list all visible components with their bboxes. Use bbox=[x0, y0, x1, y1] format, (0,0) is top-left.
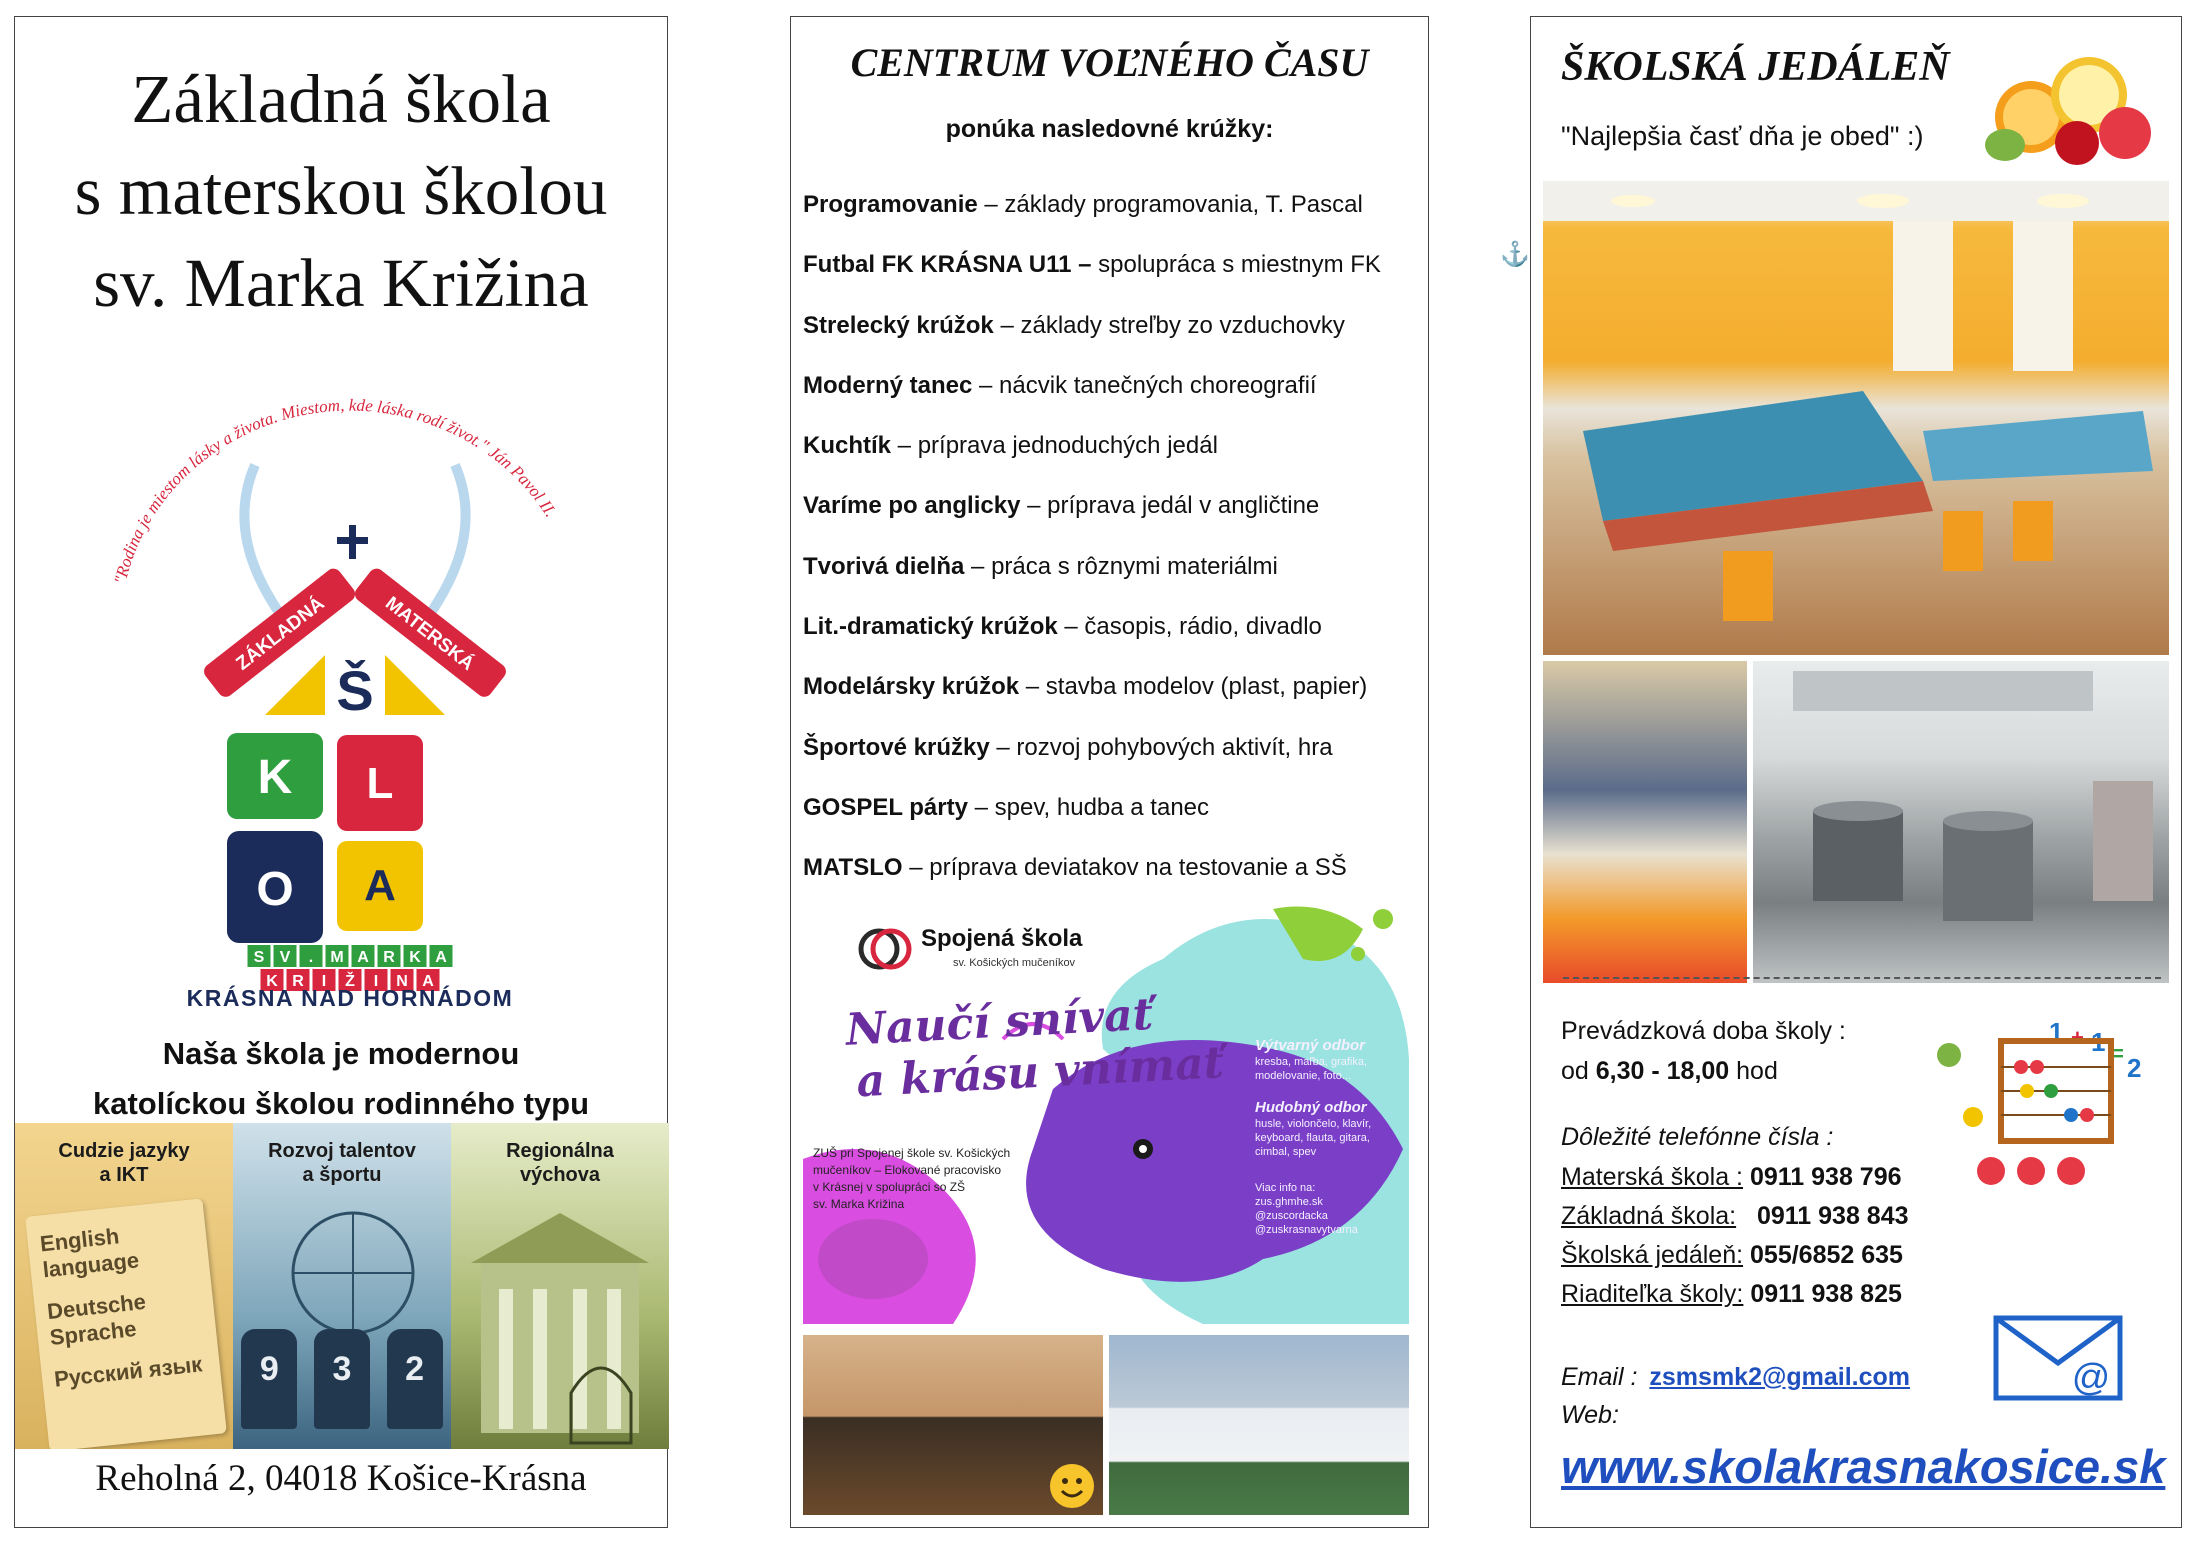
club-list bbox=[803, 175, 1420, 899]
tile-label-line: Rozvoj talentov bbox=[268, 1140, 416, 1162]
club-item bbox=[803, 838, 1420, 898]
club-description: – príprava deviatakov na testovanie a SŠ bbox=[902, 854, 1347, 882]
music-department-title: Hudobný odbor bbox=[1255, 1099, 1367, 1116]
school-panel bbox=[14, 16, 668, 1528]
abacus-icon bbox=[1931, 1011, 2151, 1191]
divider bbox=[1563, 977, 2161, 979]
building-icon bbox=[451, 1193, 669, 1449]
hours-suffix: hod bbox=[1729, 1057, 1778, 1085]
motto-line: Naša škola je modernou bbox=[162, 1036, 520, 1071]
club-item bbox=[803, 356, 1420, 416]
phone-number[interactable]: 055/6852 635 bbox=[1750, 1241, 1903, 1269]
club-item bbox=[803, 296, 1420, 356]
sum-digit: 2 bbox=[2127, 1053, 2142, 1083]
art-department-title: Výtvarný odbor bbox=[1255, 1037, 1366, 1054]
flyer-body bbox=[813, 1145, 1010, 1213]
logo-place: KRÁSNA NAD HORNÁDOM bbox=[186, 985, 514, 1011]
tile-label-line: Cudzie jazyky bbox=[58, 1140, 190, 1162]
football-team-photo bbox=[1109, 1335, 1409, 1515]
club-item bbox=[803, 778, 1420, 838]
flyer-body-line: mučeníkov – Elokované pracovisko bbox=[813, 1163, 1002, 1177]
buffet-photo bbox=[1543, 661, 1747, 983]
logo-quote-text: "Rodina je miestom lásky a života. Miestom, kde láska rodí život." Ján Pavol II. bbox=[110, 395, 561, 586]
title-line: Základná škola bbox=[131, 61, 551, 137]
roof-triangle-right bbox=[385, 655, 445, 715]
tile-label bbox=[451, 1139, 669, 1187]
school-address: Reholná 2, 04018 Košice-Krásna bbox=[95, 1458, 587, 1499]
dining-hall-illustration bbox=[1543, 181, 2169, 655]
activity-photos bbox=[803, 1335, 1409, 1515]
logo-name-letter: K bbox=[409, 949, 421, 966]
club-name: Športové krúžky bbox=[803, 733, 990, 761]
club-description: – základy streľby zo vzduchovky bbox=[993, 311, 1345, 339]
logo-name-letter: A bbox=[357, 949, 369, 966]
club-item bbox=[803, 476, 1420, 536]
motto-line: katolíckou školou rodinného typu bbox=[92, 1086, 590, 1121]
fruit-icon bbox=[1981, 43, 2161, 171]
club-item bbox=[803, 537, 1420, 597]
club-name: Kuchtík bbox=[803, 432, 892, 460]
logo-name-letter: I bbox=[373, 973, 379, 990]
club-item bbox=[803, 718, 1420, 778]
club-description: – základy programovania, T. Pascal bbox=[977, 191, 1363, 218]
school-motto bbox=[15, 1029, 667, 1129]
logo-name-letter: A bbox=[422, 973, 434, 990]
flyer-body-line: ZUŠ pri Spojenej škole sv. Košických bbox=[813, 1146, 1011, 1160]
language-item: Русский язык bbox=[52, 1351, 204, 1392]
flyer-body-line: sv. Marka Križina bbox=[813, 1197, 905, 1211]
roof-left bbox=[201, 565, 358, 700]
headline-line: Naučí snívať bbox=[844, 988, 1155, 1056]
info-line: @zuscordacka bbox=[1255, 1210, 1328, 1222]
tile-regional bbox=[451, 1123, 669, 1449]
club-item bbox=[803, 597, 1420, 657]
music-department-line: keyboard, flauta, gitara, bbox=[1255, 1132, 1370, 1144]
email-row bbox=[1561, 1363, 1910, 1392]
roof-right bbox=[352, 565, 509, 700]
org-subtitle: sv. Košických mučeníkov bbox=[953, 957, 1076, 969]
club-description: spolupráca s miestnym FK bbox=[1091, 251, 1381, 279]
logo-name-letter: R bbox=[292, 973, 304, 990]
tile-sports bbox=[233, 1123, 451, 1449]
club-item bbox=[803, 235, 1420, 295]
tile-label-line: výchova bbox=[519, 1164, 601, 1186]
tile-label-line: a športu bbox=[302, 1164, 382, 1186]
thumbs-up-emoji-icon bbox=[1047, 1461, 1097, 1511]
anchor-icon: ⚓ bbox=[1500, 241, 1530, 268]
info-line: zus.ghmhe.sk bbox=[1255, 1196, 1323, 1208]
roof-right-label: MATERSKÁ bbox=[381, 592, 478, 675]
phones-title: Dôležité telefónne čísla : bbox=[1561, 1123, 1834, 1151]
jersey: 2 bbox=[387, 1329, 443, 1429]
logo-name-letter: N bbox=[396, 973, 408, 990]
kitchen-photo bbox=[1753, 661, 2169, 983]
club-description: – rozvoj pohybových aktivít, hra bbox=[989, 733, 1333, 761]
art-department-line: kresba, maľba, grafika, bbox=[1255, 1056, 1368, 1068]
svg-text:@: @ bbox=[2071, 1357, 2111, 1399]
logo-name-letter: A bbox=[435, 949, 447, 966]
roof-triangle-left bbox=[265, 655, 325, 715]
logo-letter-o: O bbox=[256, 863, 294, 916]
website-link[interactable]: www.skolakrasnakosice.sk bbox=[1561, 1440, 2166, 1493]
logo-letter-a: A bbox=[364, 861, 396, 910]
language-item: Deutsche Sprache bbox=[45, 1288, 147, 1350]
email-envelope-icon bbox=[1993, 1315, 2123, 1401]
dining-title: ŠKOLSKÁ JEDÁLEŇ bbox=[1561, 44, 1950, 90]
club-item bbox=[803, 175, 1420, 235]
logo-name-letter: S bbox=[253, 949, 265, 966]
logo-name-letter: R bbox=[383, 949, 395, 966]
phone-row bbox=[1561, 1202, 1909, 1231]
club-description: – príprava jedál v angličtine bbox=[1020, 492, 1320, 520]
sum-digit: 1 bbox=[2049, 1017, 2064, 1047]
club-description: – príprava jednoduchých jedál bbox=[891, 432, 1218, 460]
club-name: Modelársky krúžok bbox=[803, 673, 1020, 701]
sum-digit: 1 bbox=[2091, 1027, 2106, 1057]
web-label: Web: bbox=[1561, 1401, 1619, 1429]
logo-name-letter: M bbox=[330, 949, 344, 966]
club-name: Moderný tanec bbox=[803, 371, 973, 399]
logo-name-letter: V bbox=[279, 949, 291, 966]
club-description: – práca s rôznymi materiálmi bbox=[964, 552, 1278, 580]
logo-name-letter: K bbox=[266, 973, 278, 990]
title-line: s materskou školou bbox=[74, 153, 608, 229]
hours-range: 6,30 - 18,00 bbox=[1595, 1057, 1730, 1085]
dining-hall-photo bbox=[1543, 181, 2169, 655]
phone-row bbox=[1561, 1280, 1902, 1309]
kitchen-illustration bbox=[1753, 661, 2169, 983]
roof-left-label: ZÁKLADNÁ bbox=[232, 593, 329, 675]
flyer-departments bbox=[1255, 1039, 1405, 1237]
leisure-center-panel bbox=[790, 16, 1429, 1528]
dining-quote: "Najlepšia časť dňa je obed" :) bbox=[1561, 121, 1924, 151]
phone-row bbox=[1561, 1163, 1902, 1192]
logo-name-letter: . bbox=[308, 949, 314, 966]
art-school-flyer bbox=[803, 899, 1409, 1324]
music-department-line: husle, violončelo, klavír, bbox=[1255, 1118, 1372, 1130]
logo-letter-s: Š bbox=[336, 659, 374, 722]
club-name: Varíme po anglicky bbox=[803, 492, 1021, 520]
flyer-headline bbox=[845, 985, 1226, 1109]
hours-label: Prevádzková doba školy : bbox=[1561, 1017, 1846, 1045]
hours-prefix: od bbox=[1561, 1057, 1596, 1085]
club-description: – nácvik tanečných choreografií bbox=[972, 371, 1317, 399]
club-description: – stavba modelov (plast, papier) bbox=[1019, 673, 1368, 701]
club-name: MATSLO bbox=[803, 854, 903, 882]
music-department-line: cimbal, spev bbox=[1255, 1146, 1317, 1158]
sum-plus: + bbox=[2071, 1025, 2084, 1050]
phone-label: Školská jedáleň: bbox=[1561, 1241, 1744, 1269]
dance-photo bbox=[803, 1335, 1103, 1515]
dining-panel bbox=[1530, 16, 2182, 1528]
org-logo-icon bbox=[855, 919, 915, 979]
club-item bbox=[803, 657, 1420, 717]
club-description: – spev, hudba a tanec bbox=[967, 793, 1210, 821]
tile-label-line: a IKT bbox=[99, 1164, 149, 1186]
phone-label: Základná škola: bbox=[1561, 1202, 1737, 1230]
school-logo bbox=[75, 335, 615, 1015]
leisure-center-title: CENTRUM VOĽNÉHO ČASU bbox=[850, 40, 1369, 85]
flyer-body-line: v Krásnej v spolupráci so ZŠ bbox=[813, 1180, 966, 1194]
tile-label bbox=[15, 1139, 233, 1187]
club-name: Tvorivá dielňa bbox=[803, 552, 965, 580]
jersey: 3 bbox=[314, 1329, 370, 1429]
title-line: sv. Marka Križina bbox=[93, 245, 589, 321]
logo-letter-k: K bbox=[257, 751, 293, 804]
art-department-line: modelovanie, foto... bbox=[1255, 1070, 1352, 1082]
club-description: – časopis, rádio, divadlo bbox=[1057, 613, 1322, 641]
cross-icon bbox=[337, 525, 368, 559]
sum-equals: = bbox=[2111, 1041, 2124, 1066]
language-book bbox=[25, 1198, 227, 1449]
language-item: English language bbox=[38, 1223, 141, 1283]
logo-quote bbox=[110, 396, 560, 586]
headline-line: a krásu vnímať bbox=[855, 1037, 1226, 1108]
email-link[interactable]: zsmsmk2@gmail.com bbox=[1649, 1363, 1911, 1391]
tile-label-line: Regionálna bbox=[506, 1140, 614, 1162]
club-name: Lit.-dramatický krúžok bbox=[803, 613, 1058, 641]
org-name: Spojená škola bbox=[921, 925, 1083, 952]
phone-row bbox=[1561, 1241, 1903, 1270]
school-title bbox=[15, 53, 667, 329]
leisure-center-subtitle: ponúka nasledovné krúžky: bbox=[945, 115, 1274, 143]
phone-label: Materská škola : bbox=[1561, 1163, 1744, 1191]
info-line: Viac info na: bbox=[1255, 1182, 1316, 1194]
club-name: Strelecký krúžok bbox=[803, 311, 994, 339]
logo-name-letter: Ž bbox=[345, 973, 355, 990]
jerseys bbox=[233, 1329, 451, 1429]
info-line: @zuskrasnavytvarna bbox=[1255, 1224, 1358, 1236]
club-name: GOSPEL párty bbox=[803, 793, 968, 821]
club-name: Programovanie bbox=[803, 191, 978, 218]
hours-value bbox=[1561, 1057, 1778, 1086]
email-label: Email : bbox=[1561, 1363, 1638, 1391]
club-name: Futbal FK KRÁSNA U11 – bbox=[803, 251, 1092, 279]
club-item bbox=[803, 416, 1420, 476]
phone-number[interactable]: 0911 938 796 bbox=[1749, 1163, 1902, 1191]
logo-letter-l: L bbox=[366, 759, 394, 808]
jersey: 9 bbox=[241, 1329, 297, 1429]
program-banner bbox=[15, 1123, 669, 1449]
logo-name-row-1 bbox=[248, 945, 453, 967]
phone-label: Riaditeľka školy: bbox=[1561, 1280, 1744, 1308]
phone-number[interactable]: 0911 938 825 bbox=[1750, 1280, 1902, 1308]
tile-languages bbox=[15, 1123, 233, 1449]
phone-number[interactable]: 0911 938 843 bbox=[1756, 1202, 1909, 1230]
logo-name-letter: I bbox=[321, 973, 327, 990]
